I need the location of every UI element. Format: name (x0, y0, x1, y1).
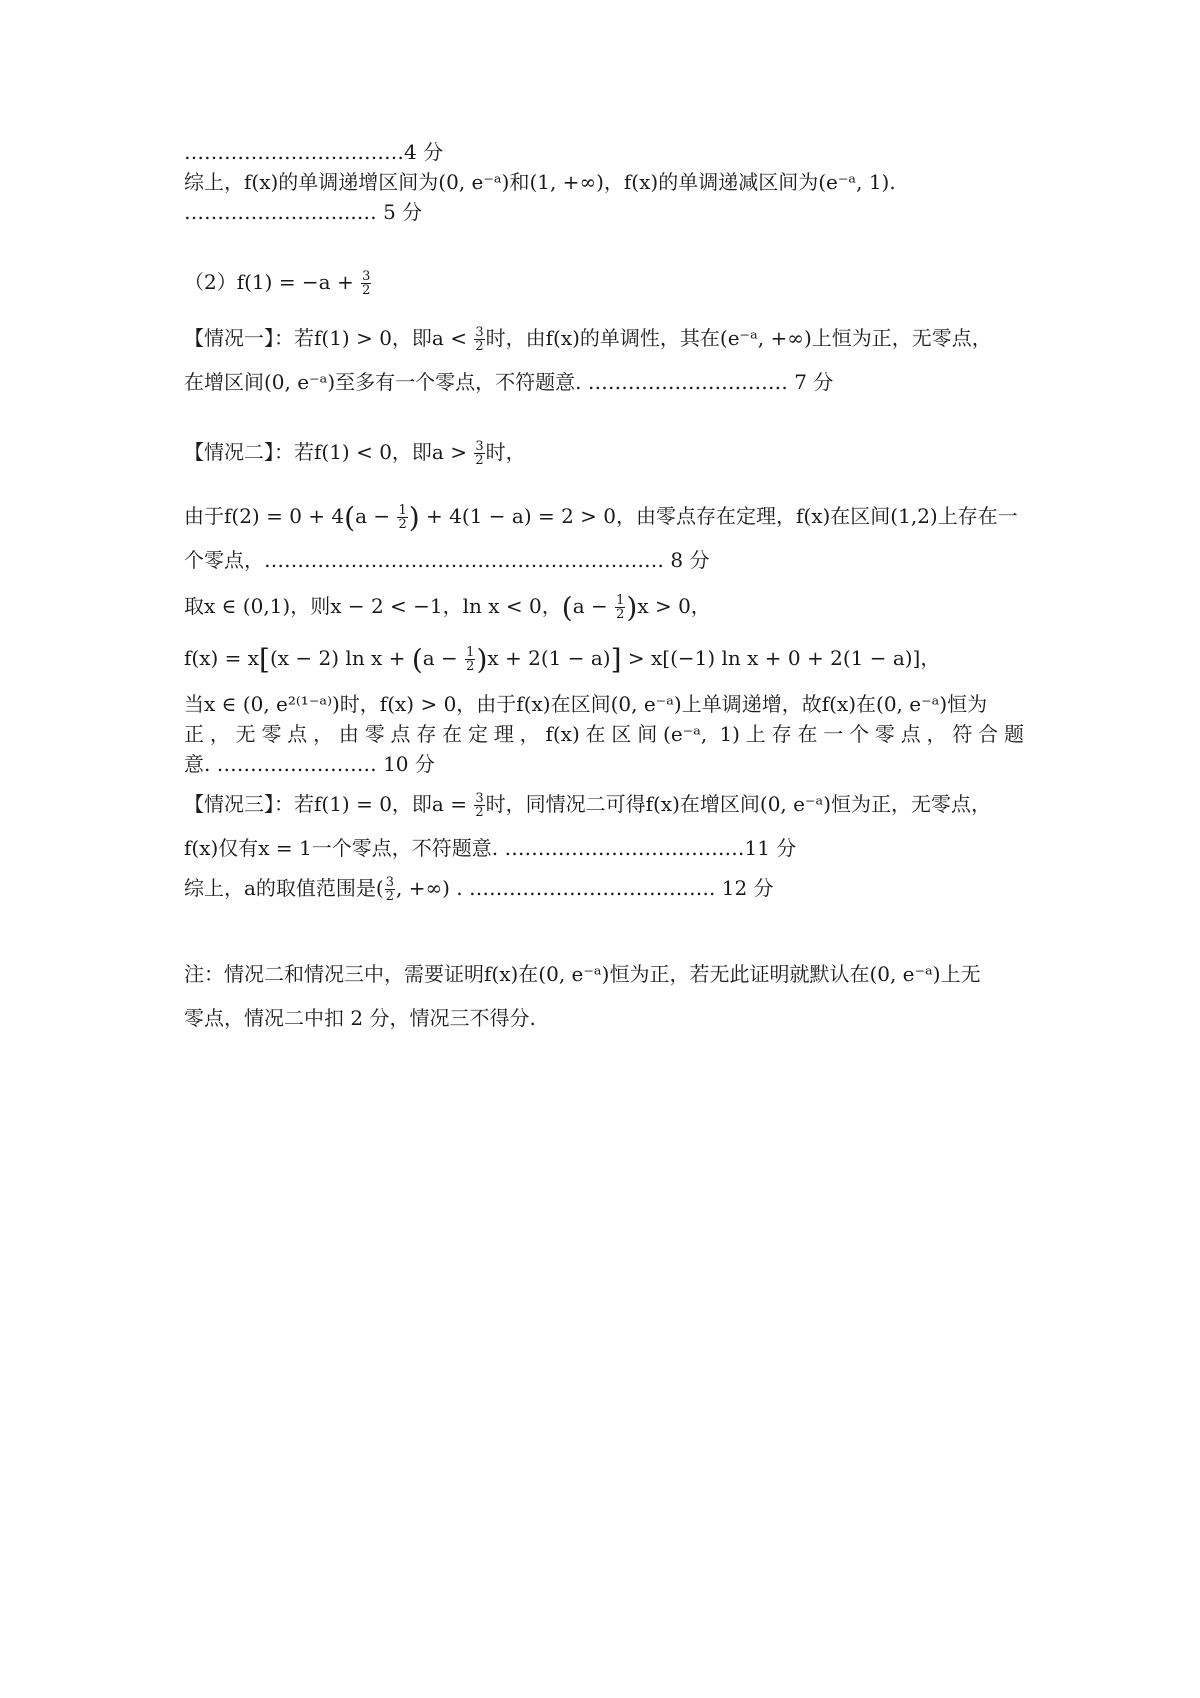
monotonic-summary: 综上，f(x)的单调递增区间为(0, e⁻ᵃ)和(1, +∞)，f(x)的单调递减区间为(e⁻ᵃ, 1). (184, 170, 896, 194)
score-line-8: 个零点，…………………………………………………… 8 分 (184, 548, 710, 572)
fraction: $\frac{1}{2}$ (398, 503, 407, 532)
case2-zero-line: 正，无零点，由零点存在定理，f(x)在区间(e⁻ᵃ, 1)上存在一个零点，符合题 (184, 722, 1024, 746)
case3-line1: 【情况三】：若f(1) = 0，即a = $\frac{3}{2}$ 时，同情况二可得f(x)在增区间(0, e⁻ᵃ)恒为正，无零点， (184, 791, 992, 820)
case2-interval-line: 当x ∈ (0, e²⁽¹⁻ᵃ⁾)时，f(x) > 0，由于f(x)在区间(0, e⁻ᵃ)上单调递增，故f(x)在(0, e⁻ᵃ)恒为 (184, 692, 988, 716)
fraction: $\frac{3}{2}$ (385, 875, 395, 904)
fraction: $\frac{1}{2}$ (466, 645, 475, 674)
case2-heading: 【情况二】：若f(1) < 0，即a > $\frac{3}{2}$ 时， (184, 439, 526, 468)
fraction: $\frac{3}{2}$ (475, 791, 484, 820)
score-line-4: ……………………………4 分 (184, 140, 444, 164)
case2-fx-inequality: f(x) = x[(x − 2) ln x + (a − $\frac{1}{2}$ )x + 2(1 − a)] > x[(−1) ln x + 0 + 2(1 − a)]， (184, 643, 941, 676)
fraction: $\frac{3}{2}$ (475, 325, 484, 354)
fraction: $\frac{3}{2}$ (362, 269, 371, 298)
case2-f2-line: 由于f(2) = 0 + 4(a − $\frac{1}{2}$ ) + 4(1 − a) = 2 > 0，由零点存在定理，f(x)在区间(1,2)上存在一 (184, 501, 1018, 534)
final-range: 综上，a的取值范围是( $\frac{3}{2}$ , +∞) . ………………………………. 12 分 (184, 875, 774, 904)
fraction: $\frac{1}{2}$ (616, 593, 625, 622)
score-line-10: 意. …………………… 10 分 (184, 752, 435, 776)
note-line2: 零点，情况二中扣 2 分，情况三不得分. (184, 1006, 536, 1030)
case1-line1: 【情况一】：若f(1) > 0，即a < $\frac{3}{2}$ 时，由f(x)的单调性，其在(e⁻ᵃ, +∞)上恒为正，无零点， (184, 325, 992, 354)
fraction: $\frac{3}{2}$ (475, 439, 484, 468)
case3-line2: f(x)仅有x = 1一个零点，不符题意. ………………………………11 分 (184, 836, 797, 860)
case2-take-x: 取x ∈ (0,1)，则x − 2 < −1，ln x < 0，(a − $\frac{1}{2}$ )x > 0， (184, 591, 711, 624)
note-line1: 注：情况二和情况三中，需要证明f(x)在(0, e⁻ᵃ)恒为正，若无此证明就默认在(0, e⁻ᵃ)上无 (184, 962, 981, 986)
case1-line2: 在增区间(0, e⁻ᵃ)至多有一个零点，不符题意. ………………………… 7 分 (184, 370, 834, 394)
part2-heading: （2）f(1) = −a + $\frac{3}{2}$ (184, 269, 371, 298)
score-line-5: ……………………..… 5 分 (184, 200, 423, 224)
